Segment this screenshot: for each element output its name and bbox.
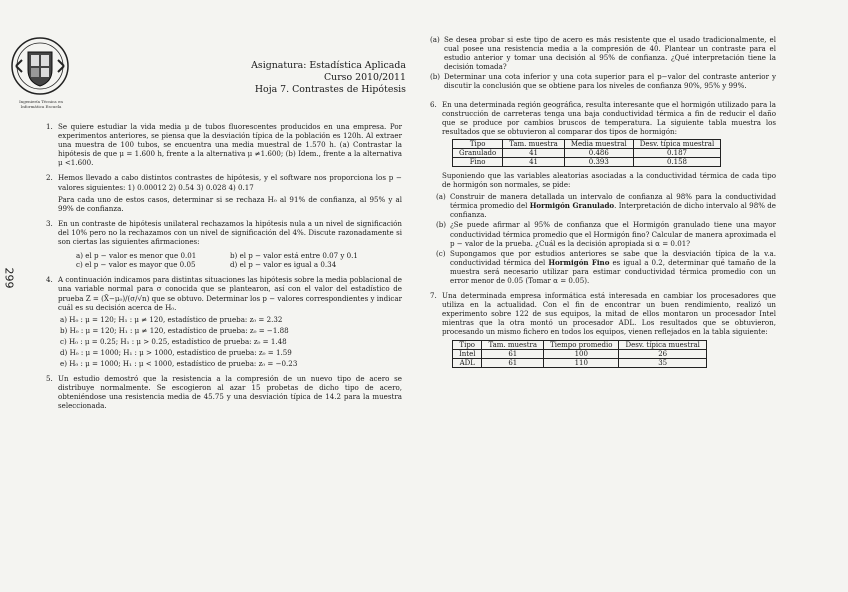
question-text: Se quiere estudiar la vida media μ de tubos fluorescentes producidos en una empresa. Por experimentos anteriores, se piensa que la desviación típica de la población es 120h. Al extraer una muestra de 100 tubos, se encuentra una media muestral de 1.570 h. (a) Contrastar la hipótesis de que μ = 1.600 h, frente a la alternativa μ ≠1.600; (b) Idem., frente a la alternativa μ <1.600. <box>58 122 402 168</box>
sheet-title: Hoja 7. Contrastes de Hipótesis <box>254 84 406 95</box>
question-number: 2. <box>46 173 53 183</box>
page-number: 299 <box>2 267 16 289</box>
question-3 <box>46 219 402 269</box>
table-row <box>453 157 721 166</box>
table-header: Tipo <box>453 340 482 349</box>
question-text: Un estudio demostró que la resistencia a la compresión de un nuevo tipo de acero se distribuye normalmente. Se escogieron al azar 15 probetas de dicho tipo de acero, obteniéndose una resistencia media de 45.75 y una desviación típica de 14.2 para la muestra seleccionada. <box>58 374 402 411</box>
table-cell: 41 <box>503 148 565 157</box>
question-5 <box>46 374 402 410</box>
question-text: A continuación indicamos para distintas situaciones las hipótesis sobre la media poblacional de una variable normal para σ conocida que se plantearon, así con el valor del estadístico de prueba Z = (X̄−μ₀)/(σ/√n) que se obtuvo. Determinar los p − valores correspondientes y indicar cuál es su decisión acerca de H₀. <box>58 275 402 312</box>
table-cell: 0.158 <box>633 157 720 166</box>
list-item: d) H₀ : μ = 1000; H₁ : μ > 1000, estadístico de prueba: z₀ = 1.59 <box>60 347 292 357</box>
sub-text-bold: Hormigón Granulado <box>529 201 615 211</box>
question-5a <box>430 35 776 71</box>
sub-number: (b) <box>430 72 441 82</box>
question-text: En un contraste de hipótesis unilateral rechazamos la hipótesis nula a un nivel de significación del 10% pero no la rechazamos con un nivel de significación del 4%. Discute razonadamente si son ciertas las siguientes afirmaciones: <box>58 218 402 247</box>
question-number: 1. <box>46 122 53 131</box>
course-year: Curso 2010/2011 <box>323 72 406 83</box>
table-cell: Intel <box>453 349 482 358</box>
question-6c <box>436 249 776 285</box>
question-2 <box>46 173 402 212</box>
left-column <box>46 122 402 417</box>
sub-text: Determinar una cota inferior y una cota superior para el p−valor del contraste anterior y discutir la conclusión que se obtiene para los niveles de confianza 90%, 95% y 99%. <box>444 72 776 91</box>
question-text: Hemos llevado a cabo distintos contrastes de hipótesis, y el software nos proporciona los p − valores siguientes: 1) 0.00012 2) 0.54 3) 0.028 4) 0.17 <box>58 173 402 192</box>
sub-text: ¿Se puede afirmar al 95% de confianza que el Hormigón granulado tiene una mayor conductividad térmica promedio que el Hormigón fino? Calcular de manera aproximada el p − valor de la prueba. ¿Cuál es la decisión apropiada si α = 0.01? <box>450 220 776 248</box>
sub-number: (b) <box>436 220 447 230</box>
concrete-table <box>452 139 721 167</box>
question-4 <box>46 275 402 368</box>
university-seal-icon <box>10 36 70 96</box>
option: c) el p − valor es mayor que 0.05 <box>76 260 196 270</box>
sub-number: (a) <box>436 192 446 202</box>
table-cell: ADL <box>453 358 482 367</box>
question-number: 3. <box>46 218 53 228</box>
question-number: 7. <box>430 291 437 301</box>
question-text-2: Suponiendo que las variables aleatorias asociadas a la conductividad térmica de cada tipo de hormigón son normales, se pide: <box>442 170 776 190</box>
logo-caption: Ingeniería Técnica en Informática Escuela <box>19 99 63 109</box>
question-text-2: Para cada uno de estos casos, determinar si se rechaza H₀ al 91% de confianza, al 95% y al 99% de confianza. <box>58 194 402 213</box>
hypothesis-list <box>60 315 402 368</box>
table-header: Tiempo promedio <box>544 340 619 349</box>
sub-text-bold: Hormigón Fino <box>548 257 610 267</box>
sub-text-end: es igual a 0.2, determinar qué tamaño de la muestra será necesario utilizar para estimar conductividad térmica promedio con un error menor de 0.05 (Tomar α = 0.05). <box>450 257 777 285</box>
table-cell: Granulado <box>453 148 503 157</box>
list-item: a) H₀ : μ = 120; H₁ : μ ≠ 120, estadístico de prueba: z₀ = 2.32 <box>60 314 283 324</box>
question-6a <box>436 192 776 219</box>
table-header: Tam. muestra <box>482 340 544 349</box>
question-text: Una determinada empresa informática está interesada en cambiar los procesadores que utiliza en la actualidad. Con el fin de encontrar un buen rendimiento, realizó un experimento sobre 122 de sus equipos, la mitad de ellos montaron un procesador Intel mientras que la otra montó un procesador ADL. Los resultados que se obtuvieron, procesando un mismo fichero en todos los equipos, vienen reflejados en la tabla siguiente: <box>442 291 776 337</box>
table-row <box>453 349 707 358</box>
question-number: 6. <box>430 99 437 109</box>
table-cell: 100 <box>544 349 619 358</box>
subject-title: Asignatura: Estadística Aplicada <box>251 60 406 71</box>
table-header: Tam. muestra <box>503 139 565 148</box>
table-row <box>453 148 721 157</box>
table-header: Desv. típica muestral <box>633 139 720 148</box>
option: b) el p − valor está entre 0.07 y 0.1 <box>230 251 358 261</box>
table-cell: Fino <box>453 157 503 166</box>
question-5b <box>430 72 776 90</box>
question-text: En una determinada región geográfica, resulta interesante que el hormigón utilizado para la construcción de carreteras tenga una baja conductividad térmica a fin de reducir el daño que se produce por cambios bruscos de temperatura. La siguiente tabla muestra los resultados que se obtuvieron al comparar dos tipos de hormigón: <box>442 99 776 136</box>
option: d) el p − valor es igual a 0.34 <box>230 260 337 270</box>
table-row <box>453 358 707 367</box>
question-1 <box>46 122 402 167</box>
options-grid <box>76 251 376 269</box>
table-cell: 61 <box>482 349 544 358</box>
sub-number: (c) <box>436 248 446 258</box>
sub-text-end: . Interpretación de dicho intervalo al 98% de confianza. <box>450 201 776 220</box>
table-header: Desv. típica muestral <box>619 340 706 349</box>
question-number: 4. <box>46 275 53 285</box>
question-7 <box>430 291 776 367</box>
table-cell: 110 <box>544 358 619 367</box>
right-column <box>430 34 776 374</box>
table-header: Tipo <box>453 139 503 148</box>
processor-table <box>452 340 707 368</box>
question-6 <box>430 100 776 190</box>
table-cell: 26 <box>619 349 706 358</box>
list-item: b) H₀ : μ = 120; H₁ : μ ≠ 120, estadístico de prueba: z₀ = −1.88 <box>60 325 289 335</box>
question-number: 5. <box>46 374 53 384</box>
table-cell: 35 <box>619 358 706 367</box>
sub-number: (a) <box>430 35 440 44</box>
table-cell: 0.486 <box>564 148 633 157</box>
sub-text: Se desea probar si este tipo de acero es más resistente que el usado tradicionalmente, el cual posee una resistencia media a la compresión de 40. Plantear un contraste para el estudio anterior y tomar una decisión al 95% de confianza. ¿Qué interpretación tiene la decisión tomada? <box>444 35 776 72</box>
table-cell: 61 <box>482 358 544 367</box>
document-header <box>236 60 406 96</box>
table-cell: 0.187 <box>633 148 720 157</box>
sub-text: Supongamos que por estudios anteriores se sabe que la desviación típica de la v.a. conductividad térmica del <box>450 248 776 267</box>
question-6b <box>436 220 776 247</box>
table-header: Media muestral <box>564 139 633 148</box>
table-cell: 41 <box>503 157 565 166</box>
option: a) el p − valor es menor que 0.01 <box>76 251 197 261</box>
list-item: c) H₀ : μ = 0.25; H₁ : μ > 0.25, estadístico de prueba: z₀ = 1.48 <box>60 336 287 346</box>
sub-text: Construir de manera detallada un intervalo de confianza al 98% para la conductividad térmica promedio del <box>450 192 776 211</box>
list-item: e) H₀ : μ = 1000; H₁ : μ < 1000, estadístico de prueba: z₀ = −0.23 <box>60 359 298 369</box>
table-cell: 0.393 <box>564 157 633 166</box>
